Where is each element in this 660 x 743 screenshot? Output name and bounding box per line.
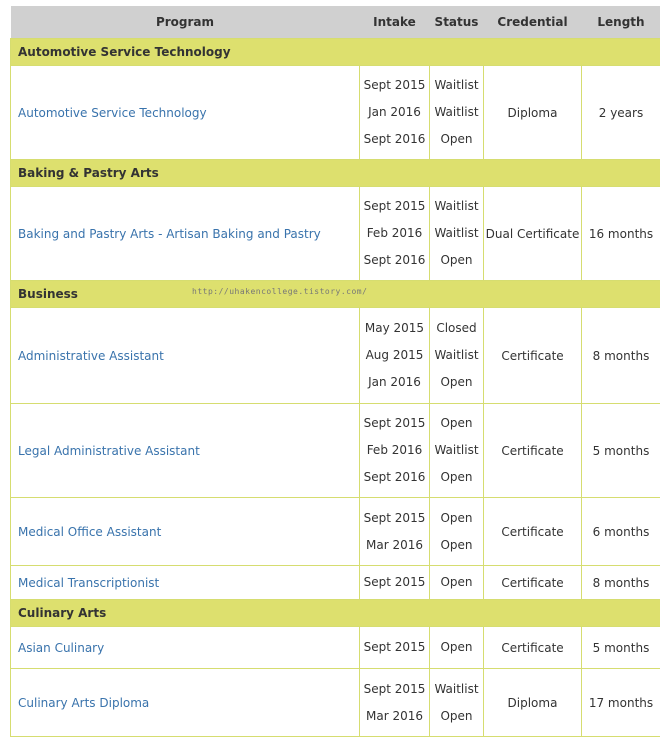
program-link[interactable]: Automotive Service Technology xyxy=(11,66,360,160)
category-row xyxy=(11,39,660,66)
status-value: Open xyxy=(430,247,483,274)
intake-cell xyxy=(360,498,430,566)
intake-cell xyxy=(360,66,430,160)
status-cell xyxy=(430,66,484,160)
credential-cell: Certificate xyxy=(484,498,582,566)
intake-date: Sept 2015 xyxy=(360,676,429,703)
table-row xyxy=(11,404,660,498)
intake-date: Sept 2015 xyxy=(360,505,429,532)
status-cell xyxy=(430,669,484,737)
credential-cell: Diploma xyxy=(484,669,582,737)
watermark-url: http://uhakencollege.tistory.com/ xyxy=(192,287,367,296)
status-value: Waitlist xyxy=(430,220,483,247)
status-value: Open xyxy=(430,703,483,730)
header-row xyxy=(11,6,660,39)
table-row xyxy=(11,187,660,281)
programs-table xyxy=(10,6,660,737)
intake-cell xyxy=(360,627,430,669)
header-credential[interactable]: Credential xyxy=(484,6,582,39)
category-title: Baking & Pastry Arts xyxy=(11,160,660,187)
intake-cell xyxy=(360,566,430,600)
table-row xyxy=(11,627,660,669)
length-cell: 6 months xyxy=(582,498,660,566)
credential-cell: Certificate xyxy=(484,404,582,498)
table-row xyxy=(11,308,660,404)
status-cell xyxy=(430,627,484,669)
status-value: Open xyxy=(430,634,483,661)
credential-cell: Certificate xyxy=(484,308,582,404)
intake-date: Sept 2015 xyxy=(360,72,429,99)
intake-date: Sept 2015 xyxy=(360,569,429,596)
length-cell: 8 months xyxy=(582,566,660,600)
header-length[interactable]: Length xyxy=(582,6,660,39)
program-link[interactable]: Administrative Assistant xyxy=(11,308,360,404)
credential-cell: Diploma xyxy=(484,66,582,160)
intake-date: Sept 2015 xyxy=(360,410,429,437)
intake-cell xyxy=(360,308,430,404)
table-body xyxy=(11,39,660,737)
program-link[interactable]: Culinary Arts Diploma xyxy=(11,669,360,737)
intake-date: Sept 2015 xyxy=(360,193,429,220)
intake-cell xyxy=(360,187,430,281)
length-cell: 17 months xyxy=(582,669,660,737)
credential-cell: Certificate xyxy=(484,627,582,669)
intake-date: Aug 2015 xyxy=(360,342,429,369)
category-row xyxy=(11,600,660,627)
length-cell: 2 years xyxy=(582,66,660,160)
length-cell: 8 months xyxy=(582,308,660,404)
program-link[interactable]: Legal Administrative Assistant xyxy=(11,404,360,498)
status-value: Waitlist xyxy=(430,676,483,703)
status-cell xyxy=(430,566,484,600)
status-cell xyxy=(430,187,484,281)
table-row xyxy=(11,566,660,600)
intake-date: May 2015 xyxy=(360,315,429,342)
category-title: Culinary Arts xyxy=(11,600,660,627)
status-value: Open xyxy=(430,410,483,437)
header-status[interactable]: Status xyxy=(430,6,484,39)
intake-date: Feb 2016 xyxy=(360,437,429,464)
length-cell: 5 months xyxy=(582,404,660,498)
status-value: Waitlist xyxy=(430,437,483,464)
table-row xyxy=(11,669,660,737)
program-link[interactable]: Baking and Pastry Arts - Artisan Baking and Pastry xyxy=(11,187,360,281)
intake-date: Jan 2016 xyxy=(360,369,429,396)
status-cell xyxy=(430,404,484,498)
length-cell: 5 months xyxy=(582,627,660,669)
intake-date: Sept 2016 xyxy=(360,247,429,274)
table-row xyxy=(11,498,660,566)
table-row xyxy=(11,66,660,160)
length-cell: 16 months xyxy=(582,187,660,281)
status-cell xyxy=(430,498,484,566)
status-value: Waitlist xyxy=(430,193,483,220)
status-value: Open xyxy=(430,505,483,532)
category-title: Automotive Service Technology xyxy=(11,39,660,66)
credential-cell: Certificate xyxy=(484,566,582,600)
status-value: Open xyxy=(430,569,483,596)
status-value: Closed xyxy=(430,315,483,342)
header-program[interactable]: Program xyxy=(11,6,360,39)
intake-cell xyxy=(360,404,430,498)
intake-date: Mar 2016 xyxy=(360,703,429,730)
category-title: Business xyxy=(11,281,660,308)
status-value: Open xyxy=(430,464,483,491)
intake-date: Sept 2015 xyxy=(360,634,429,661)
intake-date: Mar 2016 xyxy=(360,532,429,559)
status-value: Waitlist xyxy=(430,342,483,369)
status-value: Waitlist xyxy=(430,99,483,126)
status-value: Open xyxy=(430,532,483,559)
program-link[interactable]: Asian Culinary xyxy=(11,627,360,669)
intake-date: Sept 2016 xyxy=(360,126,429,153)
program-link[interactable]: Medical Office Assistant xyxy=(11,498,360,566)
status-value: Open xyxy=(430,369,483,396)
intake-cell xyxy=(360,669,430,737)
category-row xyxy=(11,160,660,187)
intake-date: Sept 2016 xyxy=(360,464,429,491)
status-cell xyxy=(430,308,484,404)
intake-date: Jan 2016 xyxy=(360,99,429,126)
status-value: Open xyxy=(430,126,483,153)
credential-cell: Dual Certificate xyxy=(484,187,582,281)
program-link[interactable]: Medical Transcriptionist xyxy=(11,566,360,600)
header-intake[interactable]: Intake xyxy=(360,6,430,39)
intake-date: Feb 2016 xyxy=(360,220,429,247)
status-value: Waitlist xyxy=(430,72,483,99)
